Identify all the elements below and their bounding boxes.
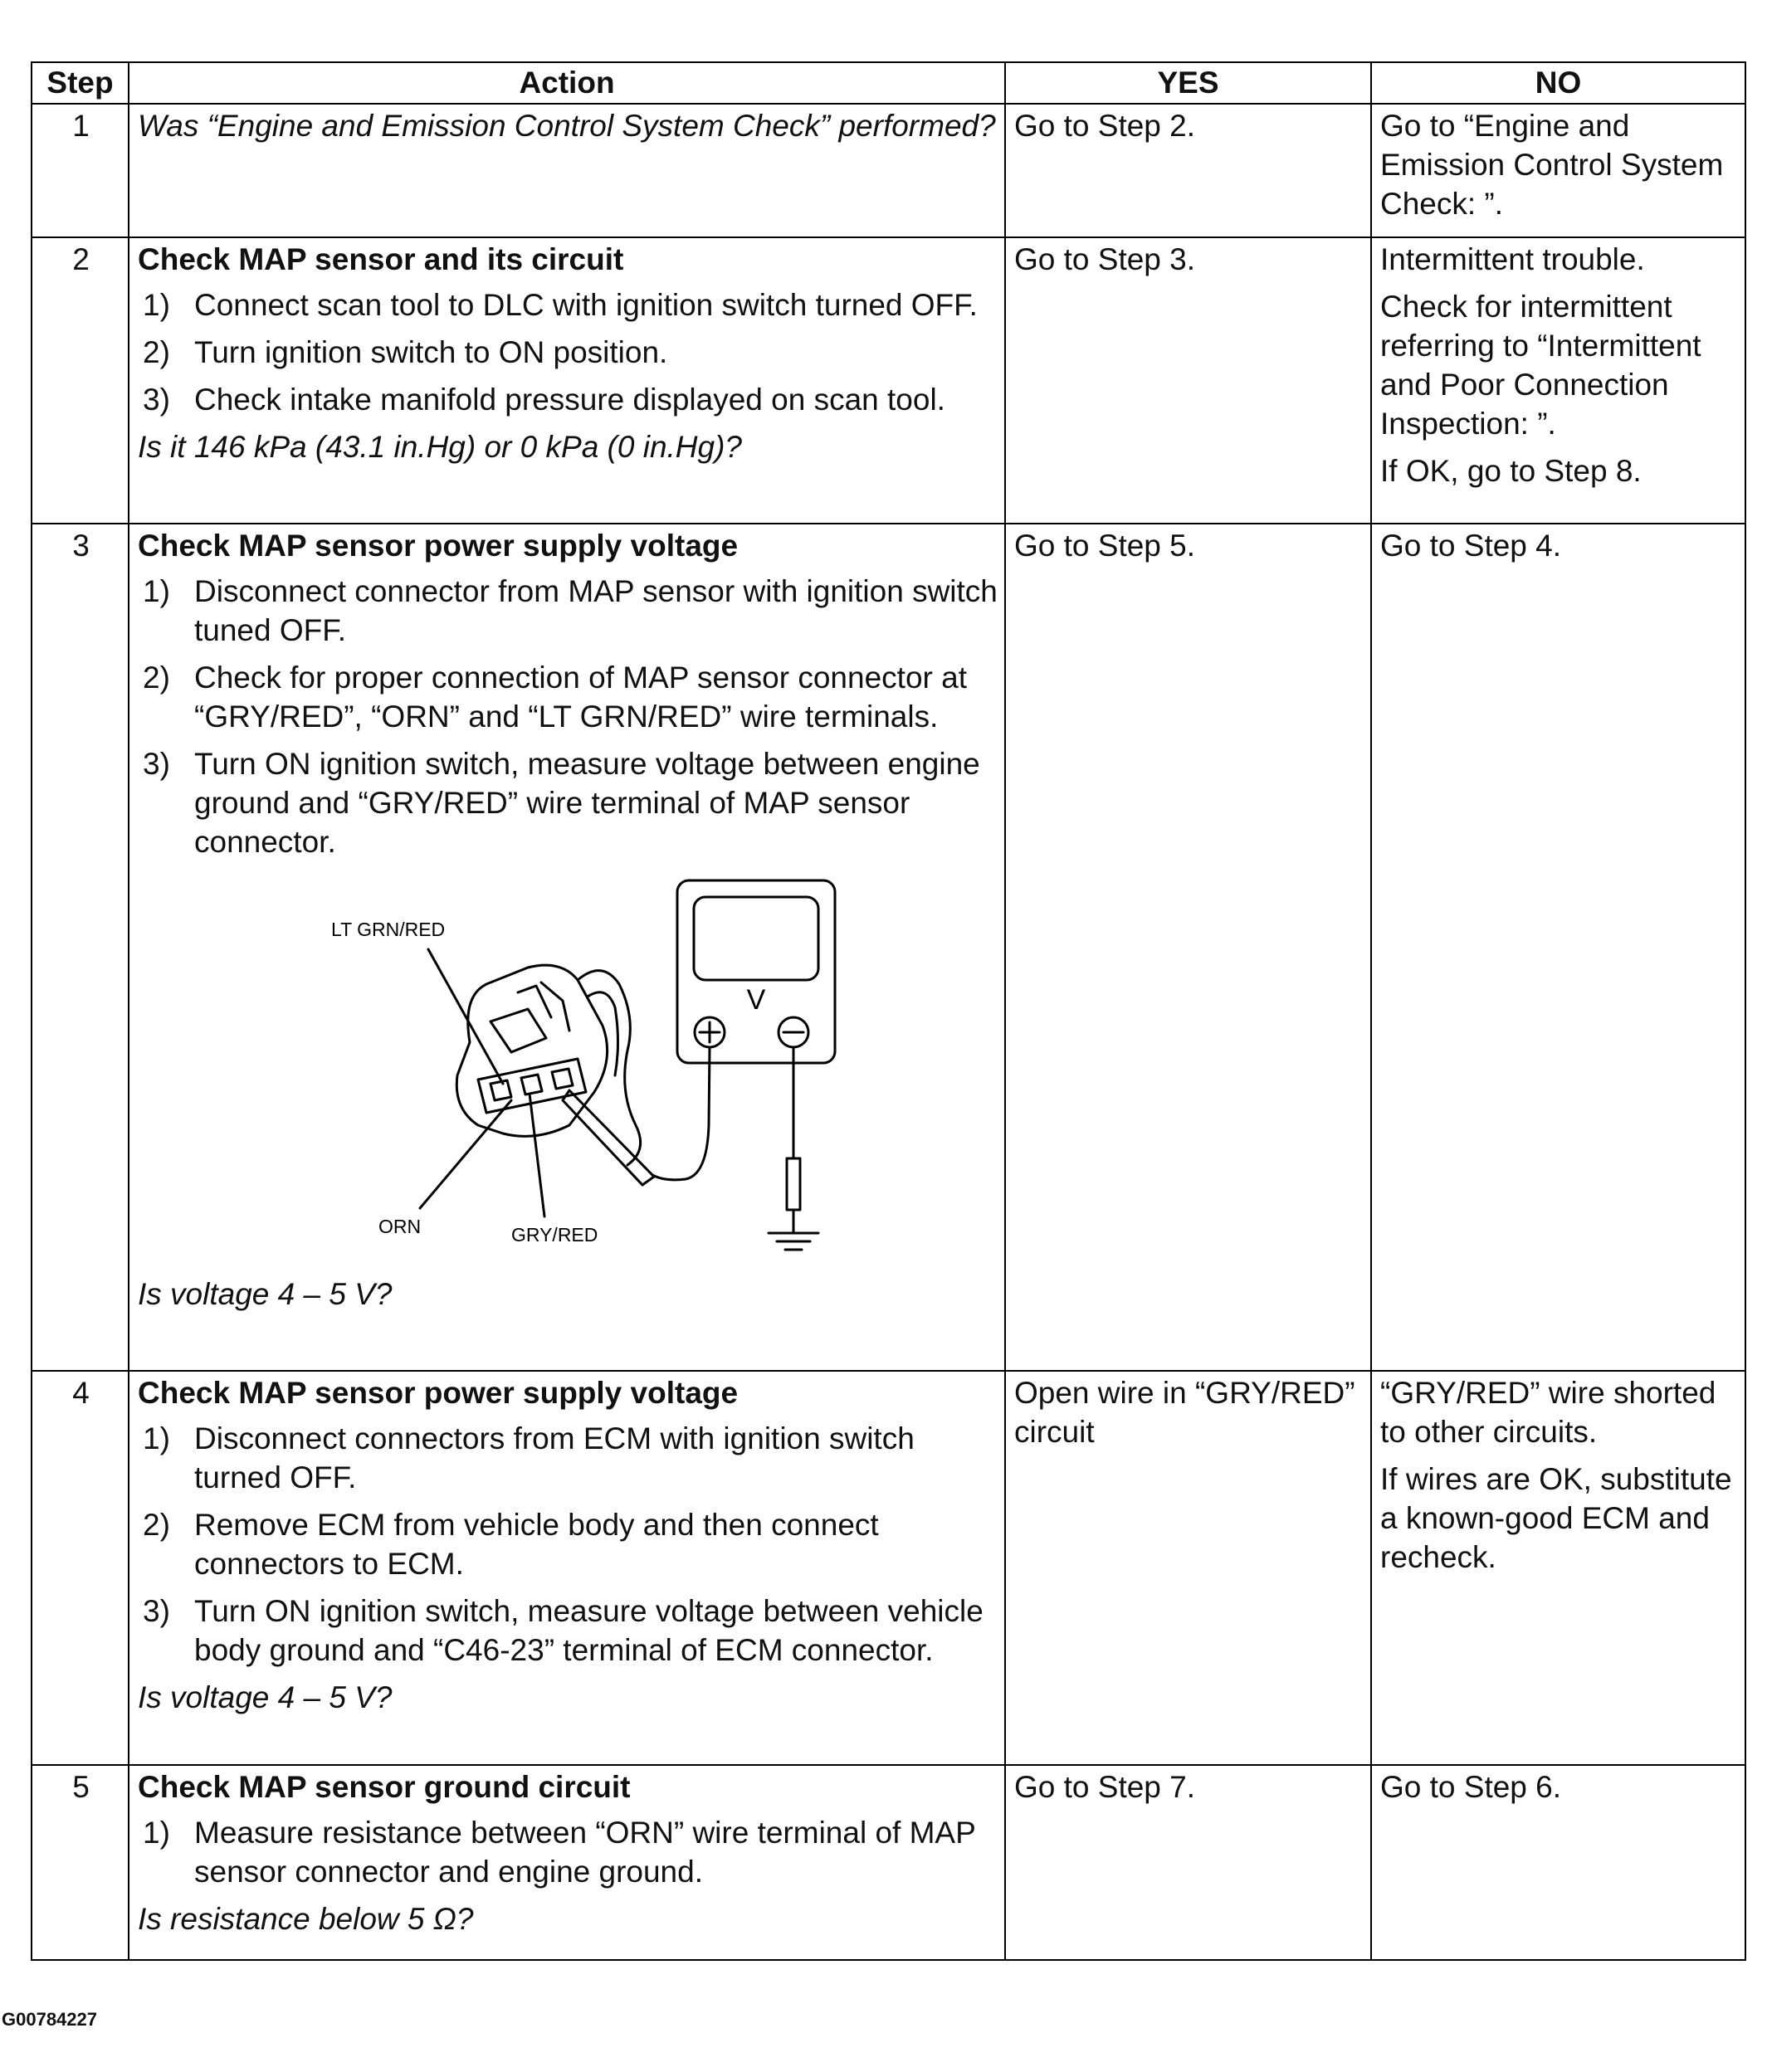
step-heading: Check MAP sensor and its circuit — [138, 242, 624, 276]
no-text: If OK, go to Step 8. — [1380, 454, 1642, 488]
no-cell — [1371, 237, 1745, 524]
no-cell — [1371, 1371, 1745, 1765]
label-lt-grn-red: LT GRN/RED — [331, 919, 446, 940]
step-heading: Check MAP sensor power supply voltage — [138, 1376, 739, 1410]
table-header-row — [32, 62, 1745, 104]
substep-text: Turn ignition switch to ON position. — [194, 335, 668, 369]
step-heading: Check MAP sensor power supply voltage — [138, 529, 739, 563]
no-cell — [1371, 1765, 1745, 1960]
step-question: Is voltage 4 – 5 V? — [138, 1680, 393, 1714]
header-step: Step — [32, 62, 129, 104]
list-item — [138, 744, 998, 861]
no-text: Intermittent trouble. — [1380, 242, 1645, 276]
substep-text: Turn ON ignition switch, measure voltage between vehicle body ground and “C46-23” terminal of ECM connector. — [194, 1594, 984, 1667]
yes-cell: Go to Step 5. — [1005, 524, 1371, 1371]
list-item — [138, 1592, 998, 1670]
figure-id: G00784227 — [2, 2009, 97, 2030]
no-text: Check for intermittent referring to “Intermittent and Poor Connection Inspection: ”. — [1380, 290, 1701, 441]
substep-text: Connect scan tool to DLC with ignition switch turned OFF. — [194, 288, 978, 322]
substep-text: Check intake manifold pressure displayed on scan tool. — [194, 383, 945, 417]
action-cell — [129, 1765, 1005, 1960]
substep-text: Disconnect connector from MAP sensor with ignition switch tuned OFF. — [194, 574, 998, 647]
no-cell — [1371, 104, 1745, 237]
no-text: Go to “Engine and Emission Control System Check: ”. — [1380, 109, 1724, 221]
substep-list — [138, 1419, 998, 1670]
list-item — [138, 1505, 998, 1583]
step-question: Is resistance below 5 Ω? — [138, 1902, 474, 1936]
substep-list — [138, 285, 998, 419]
action-cell — [129, 104, 1005, 237]
step-number: 3 — [32, 524, 129, 1371]
substep-number: 3) — [143, 383, 170, 417]
step-number: 1 — [32, 104, 129, 237]
action-cell — [129, 1371, 1005, 1765]
no-text: If wires are OK, substitute a known-good ECM and recheck. — [1380, 1462, 1732, 1574]
list-item — [138, 333, 998, 372]
list-item — [138, 285, 998, 324]
action-cell — [129, 237, 1005, 524]
list-item — [138, 658, 998, 736]
header-yes: YES — [1005, 62, 1371, 104]
step-question: Was “Engine and Emission Control System Check” performed? — [138, 109, 996, 143]
yes-cell: Go to Step 2. — [1005, 104, 1371, 237]
leader-orn — [420, 1100, 511, 1208]
list-item — [138, 380, 998, 419]
table-row-step-1 — [32, 104, 1745, 237]
substep-number: 2) — [143, 661, 170, 695]
voltmeter-display — [694, 897, 818, 980]
no-text: Go to Step 4. — [1380, 529, 1562, 563]
no-cell — [1371, 524, 1745, 1371]
yes-cell: Open wire in “GRY/RED” circuit — [1005, 1371, 1371, 1765]
table-row-step-2 — [32, 237, 1745, 524]
list-item — [138, 572, 998, 650]
substep-text: Measure resistance between “ORN” wire terminal of MAP sensor connector and engine ground. — [194, 1816, 976, 1889]
substep-text: Check for proper connection of MAP sensor connector at “GRY/RED”, “ORN” and “LT GRN/RED” wire terminals. — [194, 661, 967, 734]
substep-number: 2) — [143, 335, 170, 369]
substep-number: 1) — [143, 1816, 170, 1850]
label-gry-red: GRY/RED — [511, 1224, 598, 1246]
header-no: NO — [1371, 62, 1745, 104]
diagnosis-table-container — [31, 61, 1745, 1961]
substep-list — [138, 1813, 998, 1891]
substep-number: 3) — [143, 747, 170, 781]
step-number: 2 — [32, 237, 129, 524]
substep-number: 1) — [143, 1421, 170, 1455]
leader-lt-grn-red — [428, 949, 503, 1084]
action-cell — [129, 524, 1005, 1371]
ground-clip — [787, 1158, 800, 1210]
leader-gry-red — [530, 1094, 544, 1216]
substep-text: Disconnect connectors from ECM with ignition switch turned OFF. — [194, 1421, 915, 1494]
substep-number: 2) — [143, 1508, 170, 1542]
header-action: Action — [129, 62, 1005, 104]
table-row-step-4 — [32, 1371, 1745, 1765]
diagnosis-table — [31, 61, 1746, 1961]
no-text: “GRY/RED” wire shorted to other circuits. — [1380, 1376, 1716, 1449]
step-number: 5 — [32, 1765, 129, 1960]
table-row-step-5 — [32, 1765, 1745, 1960]
step-heading: Check MAP sensor ground circuit — [138, 1770, 631, 1804]
list-item — [138, 1813, 998, 1891]
substep-text: Turn ON ignition switch, measure voltage between engine ground and “GRY/RED” wire terminal of MAP sensor connector. — [194, 747, 980, 859]
yes-cell: Go to Step 3. — [1005, 237, 1371, 524]
substep-number: 3) — [143, 1594, 170, 1628]
step-question: Is voltage 4 – 5 V? — [138, 1277, 393, 1311]
substep-number: 1) — [143, 574, 170, 608]
substep-list — [138, 572, 998, 861]
table-row-step-3 — [32, 524, 1745, 1371]
no-text: Go to Step 6. — [1380, 1770, 1562, 1804]
substep-number: 1) — [143, 288, 170, 322]
meter-symbol-text: V — [746, 984, 766, 1016]
positive-lead-wire — [652, 1047, 710, 1180]
label-orn: ORN — [378, 1216, 422, 1237]
list-item — [138, 1419, 998, 1497]
step-question: Is it 146 kPa (43.1 in.Hg) or 0 kPa (0 in.Hg)? — [138, 430, 743, 464]
yes-cell: Go to Step 7. — [1005, 1765, 1371, 1960]
step-number: 4 — [32, 1371, 129, 1765]
voltmeter-body — [677, 880, 835, 1063]
voltmeter-connector-figure — [329, 876, 843, 1266]
substep-text: Remove ECM from vehicle body and then connect connectors to ECM. — [194, 1508, 879, 1581]
